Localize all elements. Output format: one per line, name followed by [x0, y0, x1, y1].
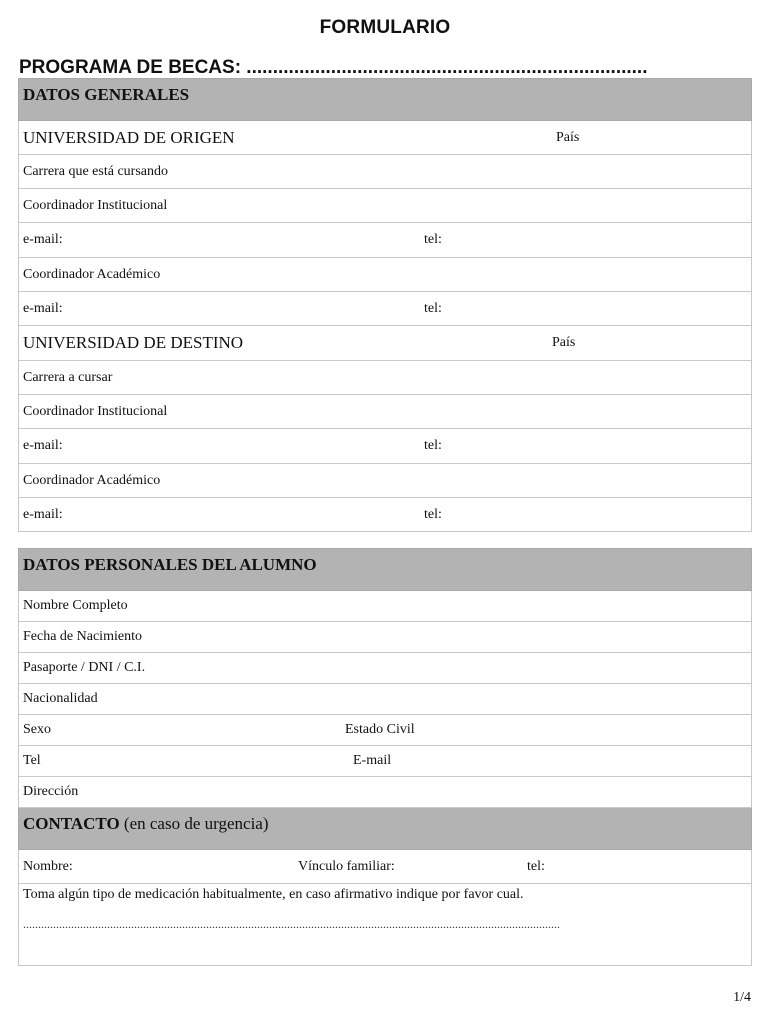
origin-tel1-label: tel: — [424, 232, 442, 247]
destination-email2-field[interactable] — [19, 498, 752, 532]
origin-inst-coord-label: Coordinador Institucional — [23, 197, 168, 213]
destination-email1-label: e-mail: — [23, 438, 63, 453]
destination-acad-coord-label: Coordinador Académico — [23, 472, 161, 488]
origin-acad-coord-label: Coordinador Académico — [23, 266, 161, 282]
address-field[interactable] — [19, 777, 752, 808]
destination-career-field[interactable] — [19, 361, 752, 395]
destination-acad-coord-field[interactable] — [19, 464, 752, 498]
destination-career-label: Carrera a cursar — [23, 369, 113, 385]
program-label: PROGRAMA DE BECAS: ............................................................................ — [19, 57, 648, 78]
origin-university-label: UNIVERSIDAD DE ORIGEN — [23, 127, 235, 147]
origin-tel2-label: tel: — [424, 300, 442, 316]
contact-header-title: CONTACTO — [23, 814, 120, 833]
origin-acad-coord-field[interactable] — [19, 258, 752, 292]
contact-name-field[interactable] — [19, 850, 752, 884]
full-name-label: Nombre Completo — [23, 598, 128, 613]
destination-university-field[interactable] — [19, 326, 752, 361]
page-number: 1/4 — [733, 990, 751, 1005]
passport-field[interactable] — [19, 653, 752, 684]
tel-label: Tel — [23, 753, 41, 768]
origin-career-label: Carrera que está cursando — [23, 163, 168, 179]
address-label: Dirección — [23, 784, 79, 799]
medication-answer-line: ................................................................................................................................................................................... — [23, 917, 560, 931]
destination-email1-field[interactable] — [19, 429, 752, 464]
destination-university-label: UNIVERSIDAD DE DESTINO — [23, 333, 244, 352]
contact-name-label: Nombre: — [23, 858, 73, 874]
origin-university-field[interactable] — [19, 121, 752, 155]
birth-date-label: Fecha de Nacimiento — [23, 629, 142, 644]
tel-field[interactable] — [19, 746, 752, 777]
origin-inst-coord-field[interactable] — [19, 189, 752, 223]
nationality-label: Nacionalidad — [23, 691, 98, 706]
origin-career-field[interactable] — [19, 155, 752, 189]
nationality-field[interactable] — [19, 684, 752, 715]
origin-email2-label: e-mail: — [23, 300, 63, 316]
contact-tel-label: tel: — [527, 858, 545, 874]
civil-status-label: Estado Civil — [345, 722, 415, 737]
email-label: E-mail — [353, 753, 392, 768]
origin-country-label: País — [556, 129, 580, 145]
full-name-field[interactable] — [19, 591, 752, 622]
general-data-table — [18, 78, 752, 532]
medication-question: Toma algún tipo de medicación habitualmente, en caso afirmativo indique por favor cual. — [23, 887, 524, 902]
origin-email1-label: e-mail: — [23, 232, 63, 247]
origin-email1-field[interactable] — [19, 223, 752, 258]
sex-field[interactable] — [19, 715, 752, 746]
destination-email2-label: e-mail: — [23, 506, 63, 522]
birth-date-field[interactable] — [19, 622, 752, 653]
contact-relationship-label: Vínculo familiar: — [298, 858, 395, 874]
passport-label: Pasaporte / DNI / C.I. — [23, 660, 146, 675]
contact-header-note: (en caso de urgencia) — [123, 814, 269, 833]
destination-country-label: País — [552, 335, 576, 350]
destination-tel1-label: tel: — [424, 438, 442, 453]
destination-tel2-label: tel: — [424, 506, 442, 522]
personal-data-table — [18, 548, 752, 966]
medication-field[interactable] — [19, 884, 752, 966]
contact-header — [19, 808, 752, 850]
destination-inst-coord-field[interactable] — [19, 395, 752, 429]
form-title: FORMULARIO — [319, 17, 451, 38]
origin-email2-field[interactable] — [19, 292, 752, 326]
personal-data-header: DATOS PERSONALES DEL ALUMNO — [19, 549, 752, 591]
destination-inst-coord-label: Coordinador Institucional — [23, 403, 168, 419]
general-data-header: DATOS GENERALES — [19, 79, 752, 121]
sex-label: Sexo — [23, 722, 51, 737]
